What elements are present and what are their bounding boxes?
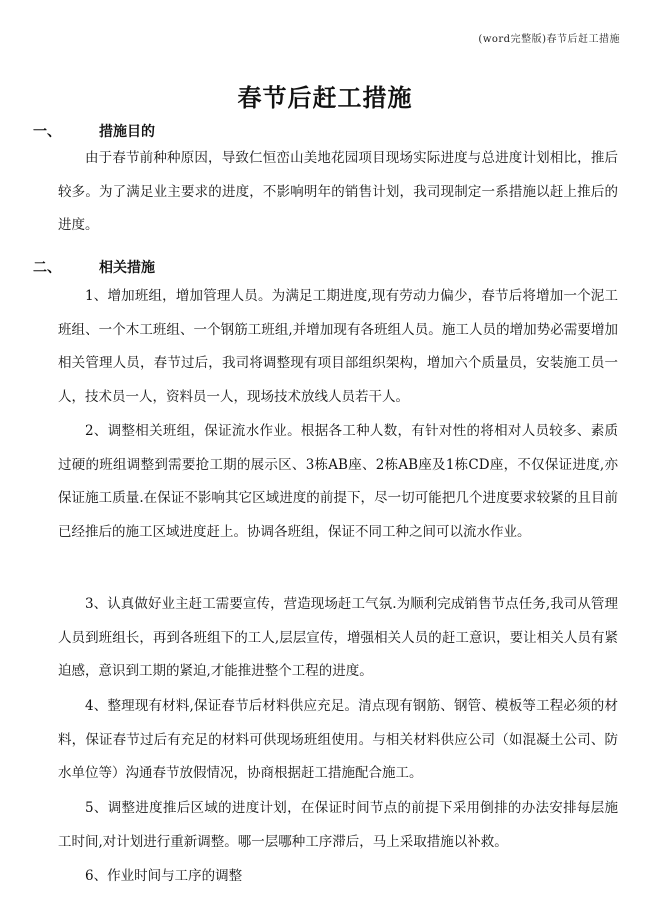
paragraph-measure-3: 3、认真做好业主赶工需要宣传，营造现场赶工气氛.为顺利完成销售节点任务,我司从管理人员到班组长，再到各班组下的工人,层层宣传，增强相关人员的赶工意识，要让相关人员有紧迫感，意识到工期的紧迫,才能推进整个工程的进度。 <box>58 596 618 679</box>
running-header: (word完整版)春节后赶工措施 <box>478 34 620 45</box>
paragraph-measure-5: 5、调整进度推后区域的进度计划，在保证时间节点的前提下采用倒排的办法安排每层施工时间,对计划进行重新调整。哪一层哪种工序滞后，马上采取措施以补救。 <box>58 800 618 850</box>
section-title: 相关措施 <box>99 260 155 276</box>
paragraph-measure-6: 6、作业时间与工序的调整 <box>85 868 243 884</box>
section-number: 一、 <box>33 124 61 140</box>
paragraph-measure-1: 1、增加班组，增加管理人员。为满足工期进度,现有劳动力偏少，春节后将增加一个泥工班组、一个木工班组、一个钢筋工班组,并增加现有各班组人员。施工人员的增加势必需要增加相关管理人员，春节过后，我司将调整现有项目部组织架构，增加六个质量员，安装施工员一人，技术员一人，资料员一人，现场技术放线人员若干人。 <box>58 288 618 405</box>
section-title: 措施目的 <box>99 124 155 140</box>
document-title: 春节后赶工措施 <box>237 83 413 112</box>
section-number: 二、 <box>33 260 61 276</box>
paragraph-purpose: 由于春节前种种原因，导致仁恒峦山美地花园项目现场实际进度与总进度计划相比，推后较多。为了满足业主要求的进度，不影响明年的销售计划，我司现制定一系措施以赶上推后的进度。 <box>58 150 618 233</box>
paragraph-measure-2: 2、调整相关班组，保证流水作业。根据各工种人数，有针对性的将相对人员较多、素质过硬的班组调整到需要抢工期的展示区、3栋AB座、2栋AB座及1栋CD座，不仅保证进度,亦保证施工质量.在保证不影响其它区域进度的前提下，尽一切可能把几个进度要求较紧的且目前已经推后的施工区域进度赶上。协调各班组，保证不同工种之间可以流水作业。 <box>58 423 618 540</box>
section-heading-2 <box>33 257 155 277</box>
paragraph-measure-4: 4、整理现有材料,保证春节后材料供应充足。清点现有钢筋、钢管、模板等工程必须的材料，保证春节过后有充足的材料可供现场班组使用。与相关材料供应公司（如混凝土公司、防水单位等）沟通春节放假情况，协商根据赶工措施配合施工。 <box>58 698 618 781</box>
section-heading-1 <box>33 121 155 141</box>
